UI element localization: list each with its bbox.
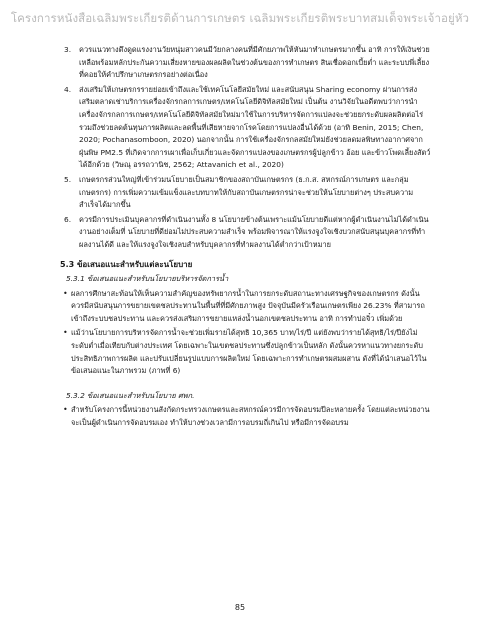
list-item-text: เกษตรกรส่วนใหญ่ที่เข้าร่วมนโยบายเป็นสมาชิกของสถาบันเกษตรกร (ธ.ก.ส. สหกรณ์การเกษตร และกลุ่มเกษตรกร) การเพิ่มความเข้มแข็งและบทบาทให้กับสถาบันเกษตรกรน่าจะช่วยให้นโยบายต่างๆ ประสบความสำเร็จได้มากขึ้น — [79, 174, 414, 210]
bullet-text: แม้ว่านโยบายการบริหารจัดการน้ำจะช่วยเพิ่มรายได้สุทธิ 10,365 บาท/ไร่/ปี แต่ยังพบว่ารายได้สุทธิ/ไร่/ปียังไม่ระดับต่ำเมื่อเทียบกับต่างประเทศ โดยเฉพาะในเขตชลประทานซึ่งปลูกข้าวเป็นหลัก ดังนั้นควรหาแนวทางยกระดับประสิทธิภาพการผลิต และปรับเปลี่ยนรูปแบบการผลิตใหม่ โดยเฉพาะการทำเกษตรผสมผสาน ดังที่ได้นำเสนอไว้ในข้อเสนอแนะในภาพรวม (ภาพที่ 6) — [71, 328, 427, 376]
bullet-text: ผลการศึกษาสะท้อนให้เห็นความสำคัญของทรัพยากรน้ำในการยกระดับสถานะทางเศรษฐกิจของเกษตรกร ดังนั้น ควรมีสนับสนุนการขยายเขตชลประทานในพื้นที่ที่มีศักยภาพสูง ปัจจุบันมีครัวเรือนเกษตรเพียง 26.23% ที่สามารถเข้าถึงระบบชลประทาน และควรส่งเสริมการขยายแหล่งน้ำนอกเขตชลประทาน อาทิ การทำบ่อจิ๋ว เพิ่มด้วย — [71, 288, 425, 323]
list-item-text: ส่งเสริมให้เกษตรกรรายย่อยเข้าถึงและใช้เทคโนโลยีสมัยใหม่ และสนับสนุน Sharing economy ผ่านการส่งเสริมตลาดเช่าบริการเครื่องจักรกลการเกษตร/เทคโนโลยีดิจิทัลสมัยใหม่ เป็นต้น งานวิจัยในอดีตพบว่าการนำเครื่องจักรกลการเกษตร/เทคโนโลยีดิจิทัลสมัยใหม่มาใช้ในการบริหารจัดการแปลงจะช่วยยกระดับผลผลิตต่อไร่ รวมถึงช่วยลดต้นทุนการผลิตและลดพื้นที่เสียหายจากโรคโดยการแปลงอื่นได้ด้วย (อาทิ Benin, 2015; Chen, 2020; Pochanasomboon, 2020) นอกจากนั้น การใช้เครื่องจักรกลสมัยใหม่ยังช่วยลดมลพิษทางอากาศจากฝุ่นพิษ PM2.5 ที่เกิดจากการเผาเพื่อเก็บเกี่ยวและจัดการแปลงของเกษตรกรผู้ปลูกข้าว อ้อย และข้าวโพดเลี้ยงสัตว์ได้อีกด้วย (วิษณุ อรรถวานิช, 2562; Attavanich et al., 2020) — [79, 84, 431, 170]
bullet-text: สำหรับโครงการนี้หน่วยงานสังกัดกระทรวงเกษตรและสหกรณ์ควรมีการจัดอบรมปีละหลายครั้ง โดยแต่ละหน่วยงานจะเป็นผู้ดำเนินการจัดอบรมเอง ทำให้บางช่วงเวลามีการอบรมถี่เกินไป หรือมีการจัดอบรม — [71, 405, 430, 428]
bullet-item — [60, 327, 432, 377]
bullet-list — [60, 288, 432, 378]
subsection-heading: 5.3.1 ข้อเสนอแนะสำหรับนโยบายบริหารจัดการน้ำ — [66, 274, 229, 284]
page-number: 85 — [234, 603, 246, 612]
running-header: โครงการหนังสือเฉลิมพระเกียรติด้านการเกษตร เฉลิมพระเกียรติพระบาทสมเด็จพระเจ้าอยู่หัว — [10, 11, 470, 25]
bullet-icon: • — [63, 405, 68, 415]
list-item — [60, 214, 432, 252]
bullet-item — [60, 288, 432, 326]
section-heading: 5.3 ข้อเสนอแนะสำหรับแต่ละนโยบาย — [60, 259, 193, 269]
list-item — [60, 174, 432, 212]
list-item-number: 6. — [64, 214, 72, 224]
list-item-text: ควรมีการประเมินบุคลากรที่ดำเนินงานทั้ง 8 นโยบายข้างต้นเพราะแม้นโยบายดีแต่หากผู้ดำเนินงานไม่ได้ดำเนินงานอย่างเต็มที่ นโยบายที่ดีย่อมไม่ประสบความสำเร็จ พร้อมพิจารณาให้แรงจูงใจเชิงบวกสนับสนุนบุคลากรที่ทำผลงานได้ดี และให้แรงจูงใจเชิงลบสำหรับบุคลากรที่ทำผลงานได้ต่ำกว่าเป้าหมาย — [79, 214, 429, 249]
list-item-number: 3. — [64, 45, 72, 54]
list-item — [60, 84, 432, 172]
subsection-heading: 5.3.2 ข้อเสนอแนะสำหรับนโยบาย ศพก. — [66, 390, 195, 400]
bullet-item — [60, 404, 432, 429]
bullet-list — [60, 404, 432, 429]
list-item-number: 5. — [64, 174, 72, 184]
bullet-icon: • — [63, 328, 68, 338]
bullet-icon: • — [63, 288, 68, 298]
list-item — [60, 44, 432, 82]
list-item-text: ควรแนวทางดึงดูดแรงงานวัยหนุ่มสาวคนมีวัยกลางคนที่มีศักยภาพให้หันมาทำเกษตรมากขึ้น อาทิ การให้เงินช่วยเหลือพร้อมหลักประกันความเสี่ยงหายของผลผลิตในช่วงต้นของการทำเกษตร สินเชื่อดอกเบี้ยต่ำ และระบบพี่เลี้ยงที่คอยให้คำปรึกษาเกษตรกรอย่างต่อเนื่อง — [79, 45, 430, 80]
recommendation-list — [60, 44, 432, 252]
page-body — [60, 44, 432, 432]
list-item-number: 4. — [64, 84, 72, 94]
